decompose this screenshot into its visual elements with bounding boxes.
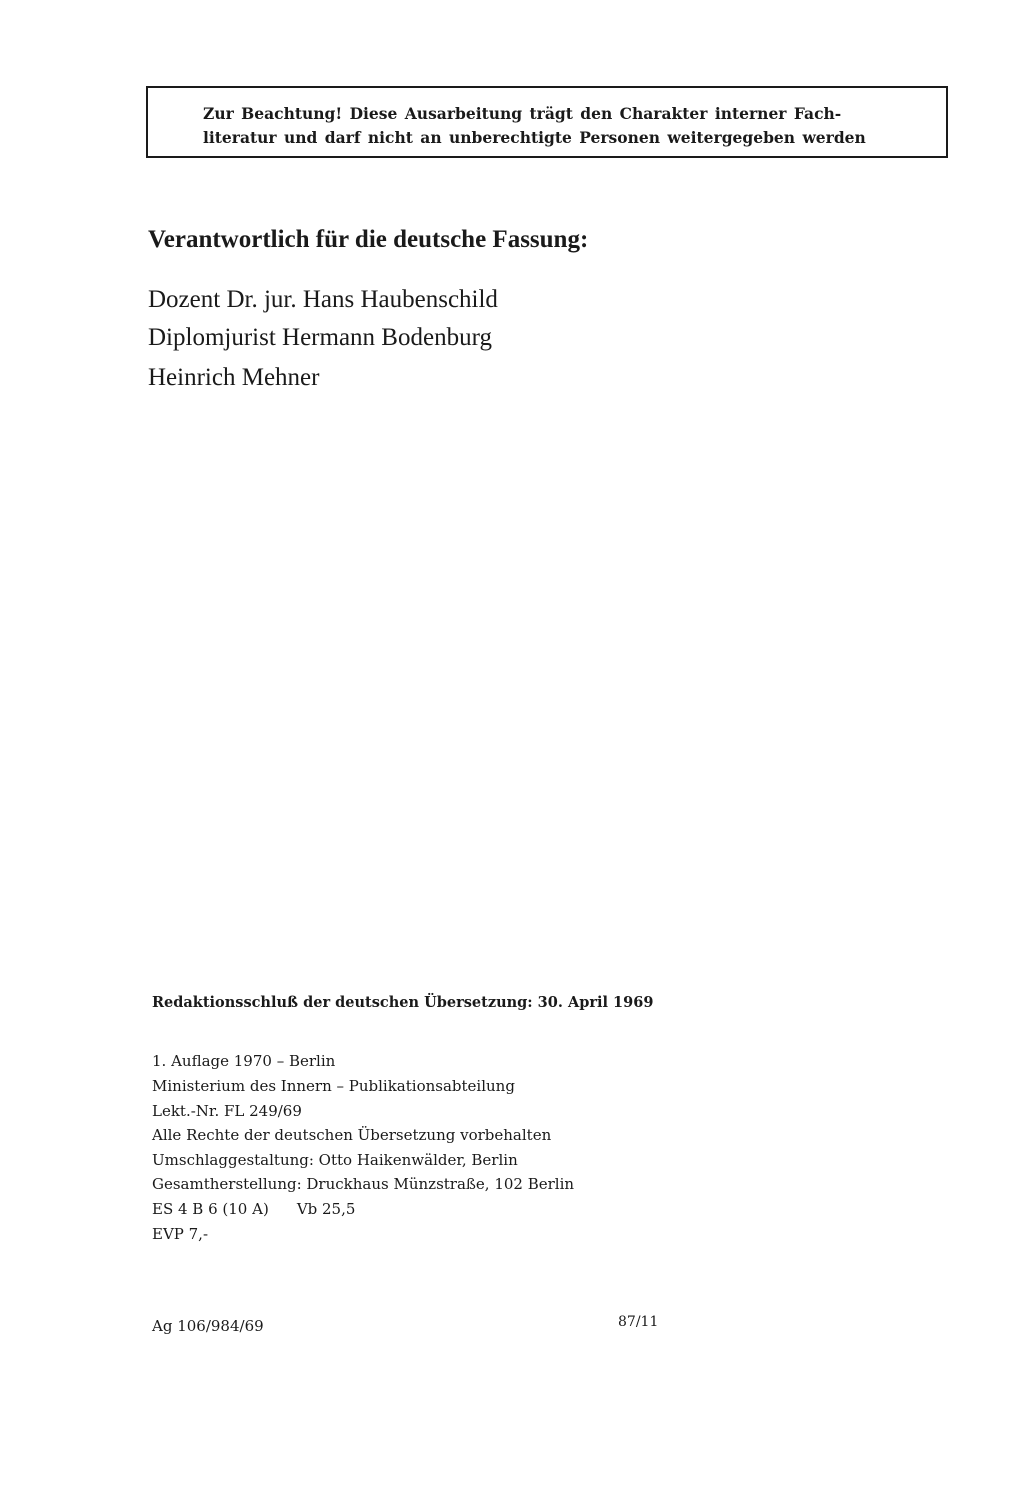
editorial-closing-date: Redaktionsschluß der deutschen Übersetzung: 30. April 1969: [152, 994, 654, 1011]
responsible-person: Heinrich Mehner: [148, 364, 320, 391]
imprint-rights: Alle Rechte der deutschen Übersetzung vorbehalten: [152, 1126, 552, 1144]
imprint-cover-design: Umschlaggestaltung: Otto Haikenwälder, Berlin: [152, 1151, 518, 1169]
imprint-lecture-number: Lekt.-Nr. FL 249/69: [152, 1102, 302, 1120]
responsible-heading: Verantwortlich für die deutsche Fassung:: [148, 226, 589, 253]
imprint-classification-code: Vb 25,5: [296, 1200, 356, 1218]
confidentiality-notice-box: [146, 86, 948, 158]
responsible-person: Diplomjurist Hermann Bodenburg: [148, 324, 492, 351]
imprint-edition: 1. Auflage 1970 – Berlin: [152, 1052, 336, 1070]
responsible-person: Dozent Dr. jur. Hans Haubenschild: [148, 286, 498, 313]
imprint-publisher: Ministerium des Innern – Publikationsabteilung: [152, 1077, 515, 1095]
imprint-classification-row: [152, 1200, 355, 1218]
notice-line-2: literatur und darf nicht an unberechtigte Personen weitergegeben werden: [203, 128, 866, 147]
notice-line-1: Zur Beachtung! Diese Ausarbeitung trägt den Charakter interner Fach-: [203, 104, 842, 123]
footer-print-code: 87/11: [618, 1314, 659, 1330]
imprint-classification: ES 4 B 6 (10 A): [152, 1200, 269, 1218]
imprint-price: EVP 7,-: [152, 1225, 209, 1243]
footer-approval-number: Ag 106/984/69: [152, 1317, 264, 1335]
imprint-production: Gesamtherstellung: Druckhaus Münzstraße, 102 Berlin: [152, 1175, 575, 1193]
